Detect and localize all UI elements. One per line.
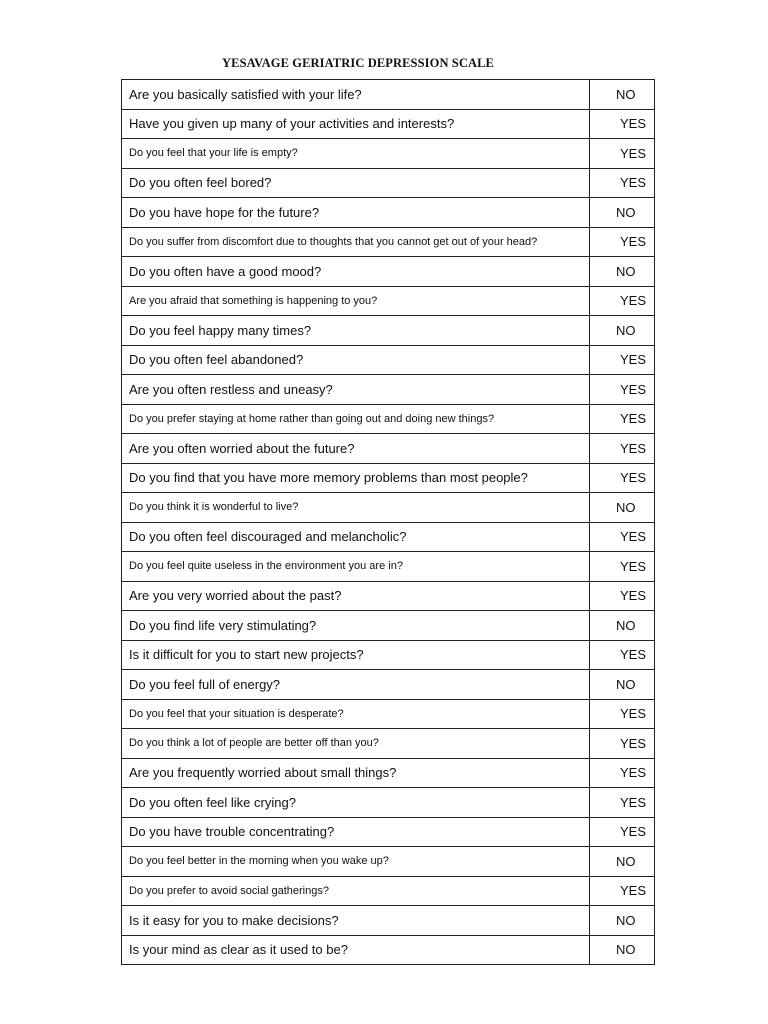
question-cell: Do you feel happy many times? (122, 316, 590, 346)
table-row (122, 729, 655, 759)
table-row (122, 611, 655, 641)
question-cell: Do you often feel bored? (122, 168, 590, 198)
answer-cell: YES (590, 552, 655, 582)
question-cell: Do you have trouble concentrating? (122, 817, 590, 847)
answer-cell: YES (590, 817, 655, 847)
answer-cell: YES (590, 788, 655, 818)
answer-cell: NO (590, 935, 655, 965)
question-cell: Do you feel full of energy? (122, 670, 590, 700)
table-row (122, 847, 655, 877)
answer-cell: NO (590, 493, 655, 523)
table-row (122, 463, 655, 493)
table-row (122, 257, 655, 287)
table-row (122, 434, 655, 464)
answer-cell: NO (590, 198, 655, 228)
table-row (122, 493, 655, 523)
depression-scale-table (121, 79, 655, 965)
table-row (122, 876, 655, 906)
table-row (122, 286, 655, 316)
question-cell: Are you often restless and uneasy? (122, 375, 590, 405)
answer-cell: YES (590, 699, 655, 729)
table-row (122, 699, 655, 729)
table-row (122, 345, 655, 375)
answer-cell: YES (590, 139, 655, 169)
table-row (122, 788, 655, 818)
answer-cell: YES (590, 375, 655, 405)
table-row (122, 758, 655, 788)
table-row (122, 935, 655, 965)
table-row (122, 316, 655, 346)
question-cell: Do you often feel discouraged and melancholic? (122, 522, 590, 552)
question-cell: Is it easy for you to make decisions? (122, 906, 590, 936)
answer-cell: NO (590, 847, 655, 877)
answer-cell: YES (590, 876, 655, 906)
question-cell: Have you given up many of your activities and interests? (122, 109, 590, 139)
question-cell: Do you feel that your situation is desperate? (122, 699, 590, 729)
table-row (122, 640, 655, 670)
answer-cell: YES (590, 729, 655, 759)
question-cell: Do you think it is wonderful to live? (122, 493, 590, 523)
question-cell: Do you find that you have more memory problems than most people? (122, 463, 590, 493)
table-row (122, 817, 655, 847)
question-cell: Do you think a lot of people are better off than you? (122, 729, 590, 759)
answer-cell: YES (590, 227, 655, 257)
answer-cell: YES (590, 286, 655, 316)
question-cell: Do you often feel like crying? (122, 788, 590, 818)
table-row (122, 227, 655, 257)
answer-cell: YES (590, 640, 655, 670)
question-cell: Do you have hope for the future? (122, 198, 590, 228)
answer-cell: YES (590, 168, 655, 198)
question-cell: Do you feel quite useless in the environment you are in? (122, 552, 590, 582)
question-cell: Are you afraid that something is happening to you? (122, 286, 590, 316)
question-cell: Are you very worried about the past? (122, 581, 590, 611)
answer-cell: YES (590, 404, 655, 434)
answer-cell: YES (590, 109, 655, 139)
answer-cell: YES (590, 522, 655, 552)
answer-cell: YES (590, 345, 655, 375)
answer-cell: NO (590, 80, 655, 110)
table-row (122, 404, 655, 434)
table-row (122, 109, 655, 139)
question-cell: Do you suffer from discomfort due to thoughts that you cannot get out of your head? (122, 227, 590, 257)
question-cell: Do you often feel abandoned? (122, 345, 590, 375)
document-title: YESAVAGE GERIATRIC DEPRESSION SCALE (222, 56, 494, 70)
answer-cell: YES (590, 463, 655, 493)
question-cell: Are you frequently worried about small things? (122, 758, 590, 788)
answer-cell: NO (590, 611, 655, 641)
table-row (122, 670, 655, 700)
question-cell: Do you prefer staying at home rather than going out and doing new things? (122, 404, 590, 434)
answer-cell: NO (590, 257, 655, 287)
table-row (122, 168, 655, 198)
question-cell: Do you often have a good mood? (122, 257, 590, 287)
table-row (122, 906, 655, 936)
table-row (122, 80, 655, 110)
table-row (122, 375, 655, 405)
table-row (122, 139, 655, 169)
question-cell: Do you find life very stimulating? (122, 611, 590, 641)
answer-cell: NO (590, 670, 655, 700)
question-cell: Is it difficult for you to start new projects? (122, 640, 590, 670)
question-cell: Do you prefer to avoid social gatherings? (122, 876, 590, 906)
table-body (122, 80, 655, 965)
question-cell: Do you feel better in the morning when you wake up? (122, 847, 590, 877)
table-row (122, 581, 655, 611)
answer-cell: NO (590, 906, 655, 936)
answer-cell: YES (590, 581, 655, 611)
question-cell: Do you feel that your life is empty? (122, 139, 590, 169)
answer-cell: YES (590, 758, 655, 788)
question-cell: Are you often worried about the future? (122, 434, 590, 464)
question-cell: Is your mind as clear as it used to be? (122, 935, 590, 965)
question-cell: Are you basically satisfied with your life? (122, 80, 590, 110)
answer-cell: YES (590, 434, 655, 464)
table-row (122, 552, 655, 582)
table-row (122, 522, 655, 552)
answer-cell: NO (590, 316, 655, 346)
table-row (122, 198, 655, 228)
